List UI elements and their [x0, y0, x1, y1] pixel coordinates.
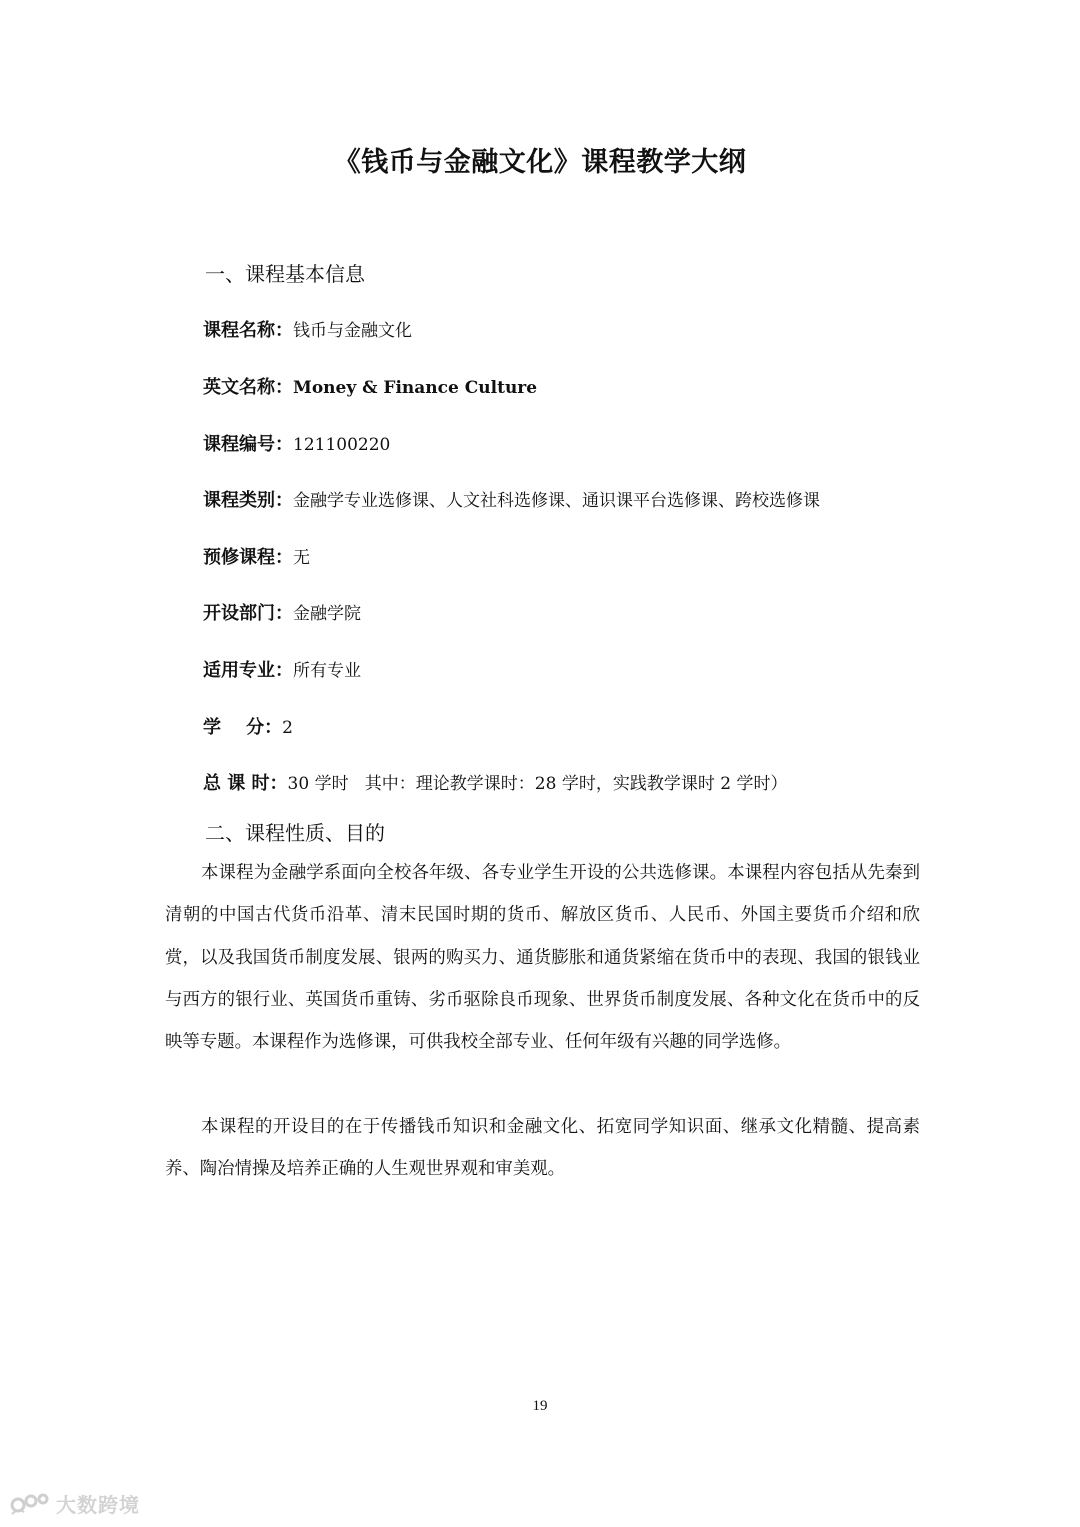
info-row-course-category — [203, 486, 820, 512]
info-value: 金融学院 — [293, 604, 361, 624]
info-row-credits — [203, 713, 293, 739]
info-label: 预修课程： — [203, 547, 293, 568]
info-row-total-hours — [203, 769, 787, 795]
info-value: 121100220 — [293, 435, 391, 455]
info-value: 30 学时 其中：理论教学课时：28 学时，实践教学课时 2 学时） — [287, 774, 788, 794]
info-label: 总 课 时： — [203, 773, 288, 794]
section-heading-nature-purpose: 二、课程性质、目的 — [205, 821, 385, 845]
dashuju-logo-icon — [10, 1490, 52, 1516]
info-value: 钱币与金融文化 — [293, 321, 412, 341]
info-label: 开设部门： — [203, 603, 293, 624]
info-value: 金融学专业选修课、人文社科选修课、通识课平台选修课、跨校选修课 — [293, 491, 820, 511]
info-value: 所有专业 — [293, 661, 361, 681]
info-label: 课程类别： — [203, 490, 293, 511]
info-row-prerequisite — [203, 543, 310, 569]
info-label: 英文名称： — [203, 377, 293, 398]
info-label: 学 分： — [203, 717, 283, 738]
info-row-course-name — [203, 316, 412, 342]
watermark-text: 大数跨境 — [56, 1492, 140, 1517]
info-value: 2 — [282, 718, 293, 738]
info-row-department — [203, 599, 361, 625]
info-label: 课程名称： — [203, 320, 293, 341]
info-value: 无 — [293, 548, 310, 568]
info-row-english-name — [203, 373, 537, 399]
page-number: 19 — [532, 1398, 548, 1414]
info-row-course-code — [203, 430, 390, 456]
info-label: 适用专业： — [203, 660, 293, 681]
section-heading-basic-info: 一、课程基本信息 — [205, 262, 365, 286]
info-row-applicable-major — [203, 656, 361, 682]
page-title: 《钱币与金融文化》课程教学大纲 — [333, 147, 747, 178]
watermark — [10, 1488, 140, 1518]
body-paragraph: 本课程的开设目的在于传播钱币知识和金融文化、拓宽同学知识面、继承文化精髓、提高素养、陶冶情操及培养正确的人生观世界观和审美观。 — [165, 1117, 920, 1180]
info-value: Money & Finance Culture — [293, 378, 538, 398]
body-paragraph: 本课程为金融学系面向全校各年级、各专业学生开设的公共选修课。本课程内容包括从先秦到清朝的中国古代货币沿革、清末民国时期的货币、解放区货币、人民币、外国主要货币介绍和欣赏，以及我国货币制度发展、银两的购买力、通货膨胀和通货紧缩在货币中的表现、我国的银钱业与西方的银行业、英国货币重铸、劣币驱除良币现象、世界货币制度发展、各种文化在货币中的反映等专题。本课程作为选修课，可供我校全部专业、任何年级有兴趣的同学选修。 — [165, 863, 920, 1053]
info-label: 课程编号： — [203, 434, 293, 455]
